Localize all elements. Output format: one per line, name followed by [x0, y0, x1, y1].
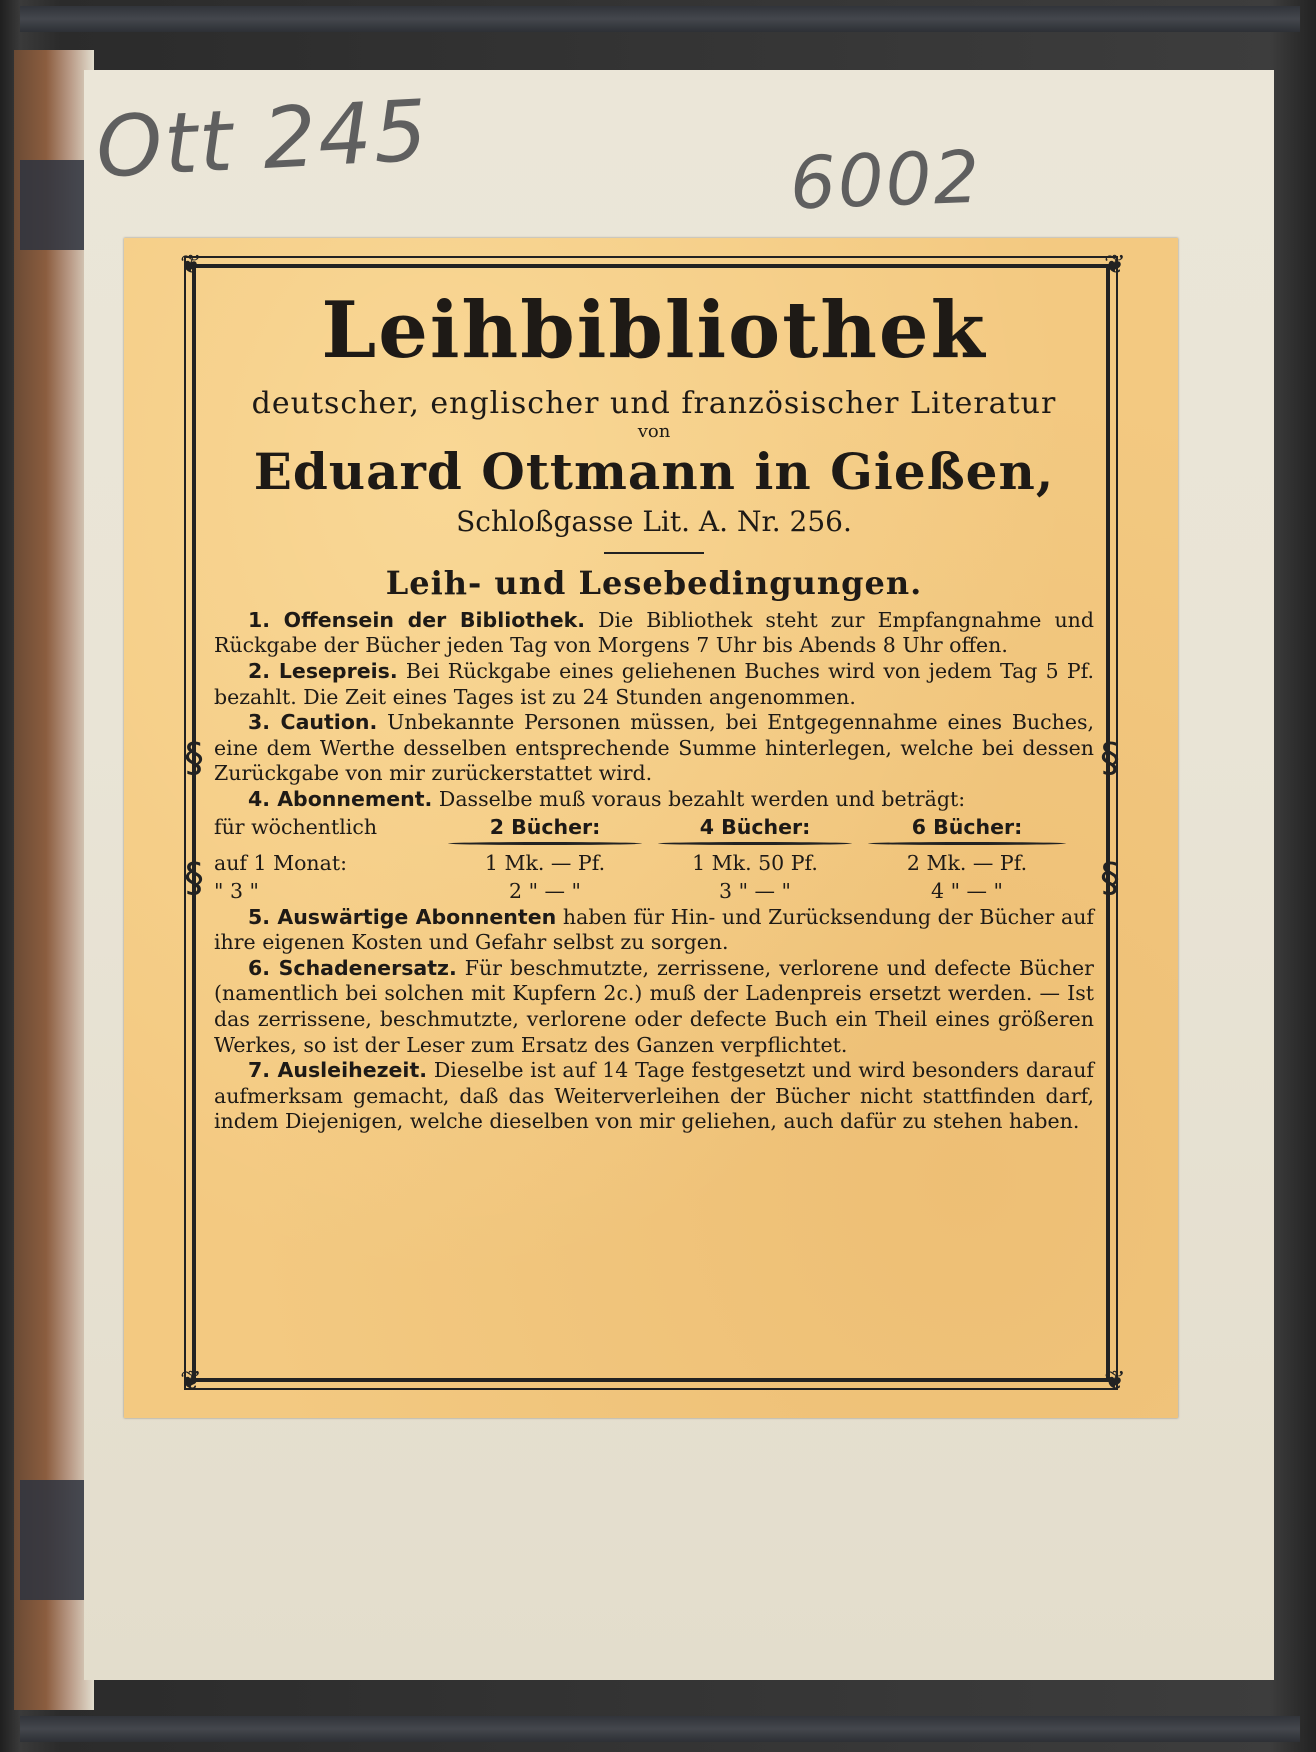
rule-4: [214, 787, 1094, 813]
rule-heading: 4. Abonnement.: [248, 786, 433, 811]
side-ornament-icon: §: [1100, 735, 1120, 781]
table-header: 2 Bücher:: [440, 813, 650, 841]
rule-3: [214, 710, 1094, 787]
rule-heading: 1. Offensein der Bibliothek.: [248, 607, 586, 632]
rule-text: Die Bibliothek steht zur Empfangnahme und Rückgabe der Bücher jeden Tag von Morgens 7 Uhr bis Abends 8 Uhr offen.: [214, 607, 1094, 658]
handwritten-number: 6002: [788, 134, 983, 226]
cover-mark-top: [20, 160, 90, 250]
table-row-label: auf 1 Monat:: [214, 850, 347, 875]
paper-edge: [14, 50, 94, 1710]
cover-band-top: [20, 6, 1300, 32]
side-ornament-icon: §: [1100, 855, 1120, 901]
table-cell: 2 " — ": [509, 878, 581, 903]
corner-ornament-icon: ❦: [180, 250, 202, 280]
table-cell: 4 " — ": [931, 878, 1003, 903]
library-label: [124, 238, 1178, 1418]
rule-text: Bei Rückgabe eines geliehenen Buches wird von jedem Tag 5 Pf. bezahlt. Die Zeit eines Tages ist zu 24 Stunden angenommen.: [214, 658, 1095, 709]
label-content: [214, 285, 1095, 1135]
table-cell: 2 Mk. — Pf.: [906, 850, 1028, 875]
label-by: von: [637, 420, 671, 442]
rule-text: Dasselbe muß voraus bezahlt werden und beträgt:: [438, 786, 966, 811]
handwritten-shelfmark: Ott 245: [93, 81, 432, 197]
label-address: Schloßgasse Lit. A. Nr. 256.: [456, 504, 852, 538]
table-cell: 3 " — ": [719, 878, 791, 903]
table-row-label: " 3 ": [214, 878, 259, 903]
conditions-title: Leih- und Lesebedingungen.: [385, 563, 923, 602]
side-ornament-icon: §: [184, 855, 204, 901]
rule-1: [214, 608, 1094, 659]
rule-text: Unbekannte Personen müssen, bei Entgegennahme eines Buches, eine dem Werthe desselben entsprechende Summe hinterlegen, welche bei dessen Zurückgabe von mir zurückerstattet wird.: [214, 710, 1094, 786]
table-header: 4 Bücher:: [650, 813, 860, 841]
table-cell: 1 Mk. 50 Pf.: [692, 850, 818, 875]
label-owner: Eduard Ottmann in Gießen,: [253, 441, 1055, 501]
rule-7: [214, 1058, 1094, 1135]
rule-text: Dieselbe ist auf 14 Tage festgesetzt und wird besonders darauf aufmerksam gemacht, daß das Weiterverleihen der Bücher nicht stattfinden darf, indem Diejenigen, welche dieselben von mir geliehen, auch dafür zu stehen haben.: [214, 1058, 1094, 1134]
label-title: Leihbibliothek: [321, 285, 987, 376]
cover-mark-bottom: [20, 1480, 90, 1600]
divider: [604, 552, 704, 554]
rule-6: [214, 956, 1094, 1058]
rule-heading: 2. Lesepreis.: [248, 658, 398, 683]
cover-band-bottom: [20, 1716, 1300, 1742]
label-subtitle: deutscher, englischer und französischer Literatur: [251, 385, 1057, 421]
rule-heading: 7. Ausleihezeit.: [248, 1058, 428, 1083]
rule-2: [214, 659, 1094, 710]
table-cell: 1 Mk. — Pf.: [484, 850, 606, 875]
table-row-header-label: für wöchentlich: [214, 814, 378, 839]
rule-heading: 3. Caution.: [248, 710, 378, 735]
corner-ornament-icon: ❦: [1104, 250, 1126, 280]
corner-ornament-icon: ❦: [180, 1366, 202, 1396]
side-ornament-icon: §: [184, 735, 204, 781]
table-header: 6 Bücher:: [860, 813, 1074, 841]
rule-text: Für beschmutzte, zerrissene, verlorene und defecte Bücher (namentlich bei solchen mit Kupfern 2c.) muß der Ladenpreis ersetzt werden. — Ist das zerrissene, beschmutzte, verlorene oder defecte Buch ein Theil eines größeren Werkes, so ist der Leser zum Ersatz des Ganzen verpflichtet.: [214, 955, 1094, 1057]
rule-5: [214, 905, 1094, 956]
subscription-table: [214, 813, 1094, 905]
rule-heading: 6. Schadenersatz.: [248, 955, 457, 980]
rule-text: haben für Hin- und Zurücksendung der Bücher auf ihre eigenen Kosten und Gefahr selbst zu sorgen.: [214, 904, 1094, 955]
corner-ornament-icon: ❦: [1104, 1366, 1126, 1396]
rule-heading: 5. Auswärtige Abonnenten: [248, 904, 557, 929]
